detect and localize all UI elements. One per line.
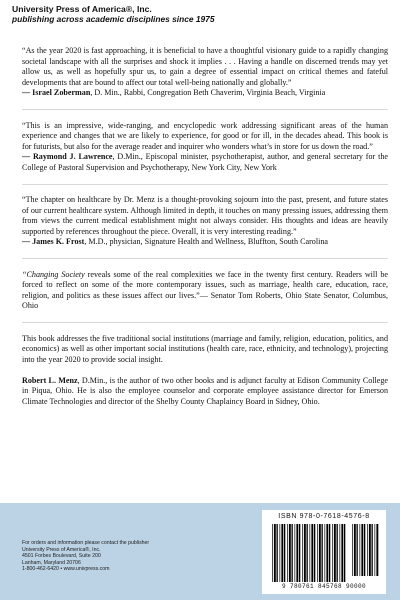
barcode-bar (325, 524, 326, 582)
barcode-bar (314, 524, 315, 582)
author-name: Robert L. Menz (22, 375, 78, 385)
cover-text (22, 46, 388, 418)
barcode-bar (292, 524, 293, 582)
divider (22, 258, 388, 259)
barcode-bar (340, 524, 341, 582)
isbn-number: ISBN 978-0-7618-4576-8 (278, 513, 370, 520)
addon-digits: 90000 (346, 583, 367, 590)
endorsement-quote: “This is an impressive, wide-ranging, and encyclopedic work addressing significant areas of the human experience and changes that we are likely to experience, for good or for ill, in the decades ahead. This book is for futurists, but also for the average reader and inquirer who wonders what’s in store for us down the road.” (22, 120, 388, 151)
barcode-bar (360, 524, 361, 576)
book-title-inline: “Changing Society (22, 269, 85, 279)
endorser-name: — Israel Zoberman (22, 88, 91, 97)
barcode-bar (375, 524, 376, 576)
endorser-name: — Senator Tom Roberts (199, 290, 281, 300)
divider (22, 109, 388, 110)
endorsement-frost (22, 195, 388, 248)
barcode-bar (319, 524, 321, 582)
ean-digits: 9 780761 845768 (281, 583, 342, 590)
barcode-bar (337, 524, 338, 582)
barcode-bar (344, 524, 345, 582)
barcode-bar (281, 524, 283, 582)
endorser-credentials: , D. Min., Rabbi, Congregation Beth Chaverim, Virginia Beach, Virginia (90, 88, 326, 97)
book-description (22, 334, 388, 366)
author-bio-body: , D.Min., is the author of two other books and is adjunct faculty at Edison Community College in Piqua, Ohio. He is also the employee counselor and corporate employee assistance director for Emerson Climate Technologies and director of the Shelby County Chaplaincy Board in Sidney, Ohio. (22, 375, 389, 406)
author-bio (22, 376, 388, 408)
barcode-bar (369, 524, 371, 576)
barcode-bar (364, 524, 365, 576)
publisher-header (12, 4, 215, 24)
barcode-bar (311, 524, 313, 582)
endorser-name: — James K. Frost (22, 237, 85, 246)
author-bio-text (22, 376, 388, 408)
endorser-credentials: , Ohio State Senator, Columbus, Ohio (22, 290, 388, 310)
barcode-bar (295, 524, 296, 582)
barcode-bar (310, 524, 311, 582)
barcode-bar (289, 524, 291, 582)
barcode-icon (268, 524, 380, 582)
barcode-bar (372, 524, 373, 576)
barcode-bar (322, 524, 323, 582)
barcode-bar (272, 524, 273, 582)
order-line: Lanham, Maryland 20706 (22, 559, 81, 566)
order-line: 1-800-462-6420 • www.univpress.com (22, 566, 110, 573)
barcode-bar (334, 524, 336, 582)
endorsement-quote-text: reveals some of the real complexities we face in the twenty first century. Readers will be forced to reflect on some of the more contemporary issues, such as marriage, health care, education, race, religion, and politics as these issues affect our lives.” (22, 269, 388, 300)
endorsement-attribution (22, 88, 388, 99)
barcode-bar (354, 524, 356, 576)
barcode-bar (357, 524, 358, 576)
barcode-bar (280, 524, 281, 582)
barcode-bar (329, 524, 330, 582)
barcode-bar (307, 524, 308, 582)
barcode-bar (304, 524, 306, 582)
barcode-bar (302, 524, 303, 582)
barcode-bar (361, 524, 363, 576)
endorsement-attribution (22, 152, 388, 173)
barcode-bar (274, 524, 276, 582)
order-line: 4501 Forbes Boulevard, Suite 200 (22, 553, 101, 560)
order-line: For orders and information please contact the publisher (22, 540, 150, 546)
divider (22, 322, 388, 323)
endorser-credentials: , D.Min., Episcopal minister, psychotherapist, author, and general secretary for the College of Pastoral Supervision and Psychotherapy, New York City, New York (22, 152, 388, 172)
endorsement-quote: “The chapter on healthcare by Dr. Menz is a thought-provoking sojourn into the past, present, and future states of our current healthcare system. Although limited in depth, it touches on many pressing issues, addressing them from views the current medical establishment might not always consider. His thoughts and ideas are heavily supported by references throughout the piece. Overall, it is very interesting reading.” (22, 195, 388, 236)
barcode-bar (326, 524, 328, 582)
endorsement-quote (22, 270, 388, 312)
isbn-barcode (262, 510, 386, 594)
endorsement-roberts (22, 270, 388, 312)
publisher-tagline: publishing across academic disciplines since 1975 (12, 14, 215, 24)
barcode-bar (341, 524, 343, 582)
endorsement-zoberman (22, 46, 388, 99)
description-text: This book addresses the five traditional social institutions (marriage and family, religion, education, politics, and economics) as well as other important social institutions (health care, race, ethnicity, and technology), projecting into the year 2020 to provide social insight. (22, 333, 388, 364)
barcode-bar (299, 524, 300, 582)
barcode-bar (332, 524, 333, 582)
barcode-bar (284, 524, 285, 582)
endorsement-attribution (22, 237, 388, 248)
endorser-name: — Raymond J. Lawrence (22, 152, 113, 161)
barcode-bar (317, 524, 318, 582)
endorsement-lawrence (22, 121, 388, 174)
barcode-digits (262, 583, 386, 590)
barcode-bar (296, 524, 298, 582)
barcode-bar (287, 524, 288, 582)
barcode-bar (376, 524, 378, 576)
barcode-bar (352, 524, 353, 576)
endorsement-quote: “As the year 2020 is fast approaching, it is beneficial to have a thoughtful visionary guide to a rapidly changing societal landscape with all the surprises and shock it implies . . . Having a handle on discerned trends may yet allow us, as well as hopefully spur us, to gain a degree of essential impact on critical themes and fateful developments that are bound to affect our total well-being nationally and globally.” (22, 46, 388, 87)
endorser-credentials: , M.D., physician, Signature Health and Wellness, Bluffton, South Carolina (84, 237, 328, 246)
order-line: University Press of America®, Inc. (22, 546, 101, 553)
barcode-bar (277, 524, 278, 582)
order-info (22, 540, 149, 573)
barcode-bar (367, 524, 368, 576)
publisher-name: University Press of America®, Inc. (12, 4, 152, 14)
divider (22, 184, 388, 185)
